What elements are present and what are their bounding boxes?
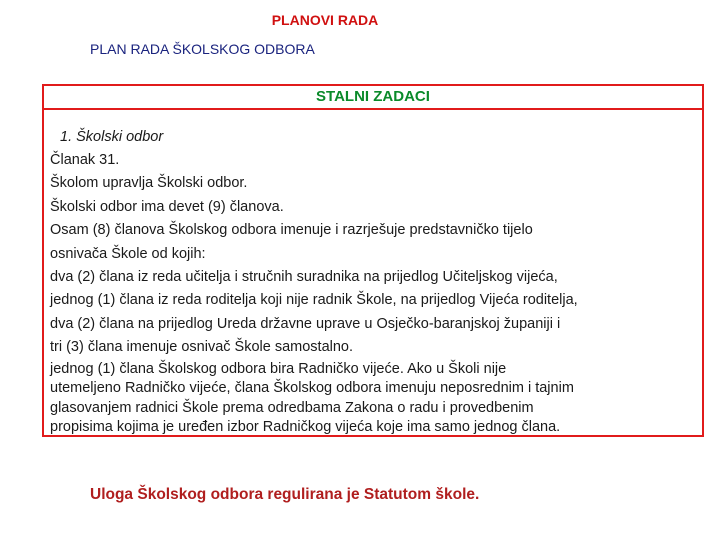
text-line: osnivača Škole od kojih: [50, 245, 206, 262]
text-line: dva (2) člana iz reda učitelja i stručnih suradnika na prijedlog Učiteljskog vijeća, [50, 269, 558, 286]
text-line: propisima kojima je uređen izbor Radničkog vijeća koje ima samo jednog člana. [50, 419, 561, 436]
text-line: Školski odbor ima devet (9) članova. [50, 198, 284, 215]
page-subtitle: PLAN RADA ŠKOLSKOG ODBORA [90, 41, 315, 57]
text-line: dva (2) člana na prijedlog Ureda državne uprave u Osječko-baranjskoj županiji i [50, 315, 561, 332]
box-heading: STALNI ZADACI [44, 86, 702, 110]
tasks-box [42, 84, 704, 437]
page-title: PLANOVI RADA [271, 12, 379, 28]
text-line: glasovanjem radnici Škole prema odredbama Zakona o radu i provedbenim [50, 399, 534, 416]
footer-note: Uloga Školskog odbora regulirana je Statutom škole. [90, 486, 480, 503]
text-line: jednog (1) člana Školskog odbora bira Radničko vijeće. Ako u Školi nije [50, 360, 507, 377]
box-body [50, 126, 700, 438]
text-line: utemeljeno Radničko vijeće, člana Školskog odbora imenuju neposrednim i tajnim [50, 380, 574, 397]
text-line: Osam (8) članova Školskog odbora imenuje i razrješuje predstavničko tijelo [50, 222, 533, 239]
text-line: jednog (1) člana iz reda roditelja koji nije radnik Škole, na prijedlog Vijeća roditelja, [50, 292, 578, 309]
text-line: Školom upravlja Školski odbor. [50, 175, 248, 192]
text-line: Članak 31. [50, 152, 120, 168]
text-line: tri (3) člana imenuje osnivač Škole samostalno. [50, 339, 354, 356]
section-title: 1. Školski odbor [60, 129, 164, 145]
